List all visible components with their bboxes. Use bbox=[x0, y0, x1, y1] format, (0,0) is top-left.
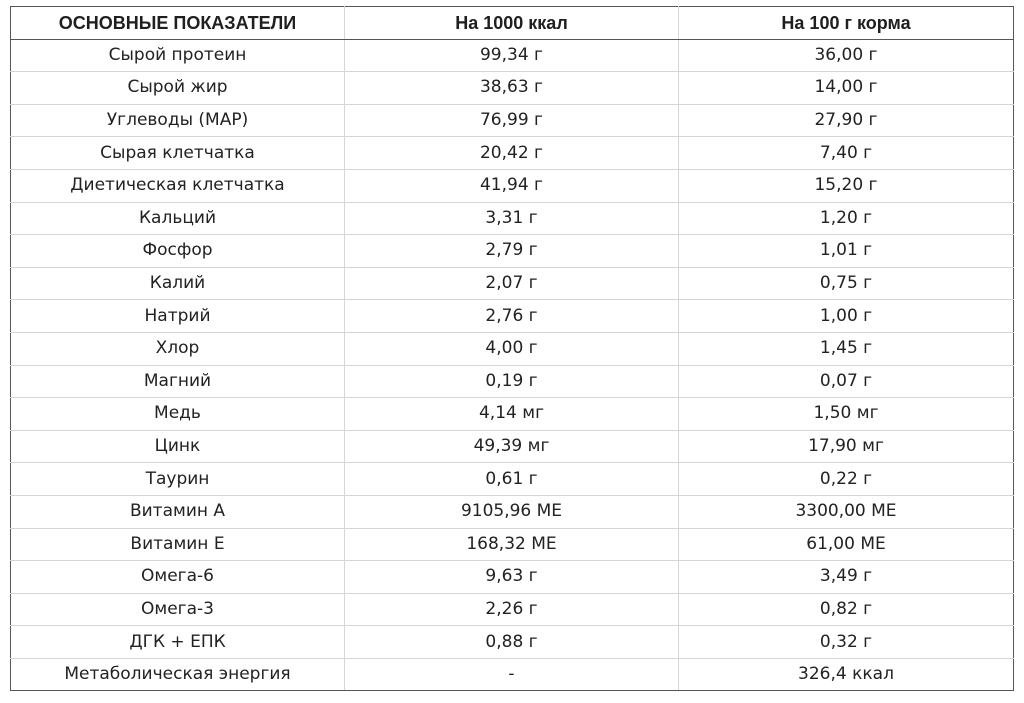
per-100-g-cell: 0,22 г bbox=[679, 463, 1014, 496]
indicator-name-cell: Витамин А bbox=[11, 495, 345, 528]
indicator-name-cell: Таурин bbox=[11, 463, 345, 496]
per-1000-kcal-cell: 38,63 г bbox=[345, 72, 679, 105]
indicator-name-cell: Метаболическая энергия bbox=[11, 658, 345, 691]
indicator-name-cell: Омега-6 bbox=[11, 561, 345, 594]
table-row bbox=[11, 202, 1014, 235]
per-100-g-cell: 1,45 г bbox=[679, 332, 1014, 365]
per-1000-kcal-cell: 0,19 г bbox=[345, 365, 679, 398]
indicator-name-cell: Сырой жир bbox=[11, 72, 345, 105]
indicator-name-cell: Натрий bbox=[11, 300, 345, 333]
per-100-g-cell: 0,07 г bbox=[679, 365, 1014, 398]
per-100-g-cell: 1,50 мг bbox=[679, 398, 1014, 431]
table-row bbox=[11, 658, 1014, 691]
per-1000-kcal-cell: 9105,96 МЕ bbox=[345, 495, 679, 528]
table-row bbox=[11, 300, 1014, 333]
per-100-g-cell: 15,20 г bbox=[679, 169, 1014, 202]
table-row bbox=[11, 332, 1014, 365]
indicator-name-cell: Сырой протеин bbox=[11, 39, 345, 72]
indicator-name-cell: ДГК + ЕПК bbox=[11, 626, 345, 659]
per-1000-kcal-cell: 76,99 г bbox=[345, 104, 679, 137]
table-body bbox=[11, 39, 1014, 691]
per-100-g-cell: 17,90 мг bbox=[679, 430, 1014, 463]
per-100-g-cell: 7,40 г bbox=[679, 137, 1014, 170]
per-100-g-cell: 1,20 г bbox=[679, 202, 1014, 235]
table-row bbox=[11, 365, 1014, 398]
table-row bbox=[11, 267, 1014, 300]
table-row bbox=[11, 495, 1014, 528]
per-1000-kcal-cell: 41,94 г bbox=[345, 169, 679, 202]
indicator-name-cell: Цинк bbox=[11, 430, 345, 463]
indicator-name-cell: Витамин Е bbox=[11, 528, 345, 561]
table-row bbox=[11, 593, 1014, 626]
column-header-per-1000-kcal: На 1000 ккал bbox=[345, 7, 679, 40]
per-1000-kcal-cell: 2,76 г bbox=[345, 300, 679, 333]
table-row bbox=[11, 398, 1014, 431]
per-1000-kcal-cell: 20,42 г bbox=[345, 137, 679, 170]
table-row bbox=[11, 137, 1014, 170]
table-row bbox=[11, 430, 1014, 463]
per-1000-kcal-cell: 2,07 г bbox=[345, 267, 679, 300]
indicator-name-cell: Диетическая клетчатка bbox=[11, 169, 345, 202]
per-1000-kcal-cell: 0,61 г bbox=[345, 463, 679, 496]
per-1000-kcal-cell: 2,26 г bbox=[345, 593, 679, 626]
per-100-g-cell: 27,90 г bbox=[679, 104, 1014, 137]
nutrition-table bbox=[10, 6, 1014, 691]
per-1000-kcal-cell: 0,88 г bbox=[345, 626, 679, 659]
per-100-g-cell: 0,75 г bbox=[679, 267, 1014, 300]
per-100-g-cell: 61,00 МЕ bbox=[679, 528, 1014, 561]
per-100-g-cell: 36,00 г bbox=[679, 39, 1014, 72]
per-1000-kcal-cell: - bbox=[345, 658, 679, 691]
per-1000-kcal-cell: 3,31 г bbox=[345, 202, 679, 235]
indicator-name-cell: Углеводы (МАР) bbox=[11, 104, 345, 137]
indicator-name-cell: Медь bbox=[11, 398, 345, 431]
per-1000-kcal-cell: 4,14 мг bbox=[345, 398, 679, 431]
per-100-g-cell: 0,82 г bbox=[679, 593, 1014, 626]
column-header-indicators: ОСНОВНЫЕ ПОКАЗАТЕЛИ bbox=[11, 7, 345, 40]
per-100-g-cell: 1,00 г bbox=[679, 300, 1014, 333]
per-100-g-cell: 3300,00 МЕ bbox=[679, 495, 1014, 528]
per-100-g-cell: 14,00 г bbox=[679, 72, 1014, 105]
indicator-name-cell: Хлор bbox=[11, 332, 345, 365]
table-row bbox=[11, 561, 1014, 594]
table-row bbox=[11, 235, 1014, 268]
table-row bbox=[11, 528, 1014, 561]
per-1000-kcal-cell: 168,32 МЕ bbox=[345, 528, 679, 561]
per-1000-kcal-cell: 99,34 г bbox=[345, 39, 679, 72]
indicator-name-cell: Сырая клетчатка bbox=[11, 137, 345, 170]
table-row bbox=[11, 463, 1014, 496]
per-1000-kcal-cell: 2,79 г bbox=[345, 235, 679, 268]
indicator-name-cell: Фосфор bbox=[11, 235, 345, 268]
indicator-name-cell: Кальций bbox=[11, 202, 345, 235]
table-row bbox=[11, 72, 1014, 105]
indicator-name-cell: Магний bbox=[11, 365, 345, 398]
per-1000-kcal-cell: 4,00 г bbox=[345, 332, 679, 365]
per-100-g-cell: 1,01 г bbox=[679, 235, 1014, 268]
per-1000-kcal-cell: 49,39 мг bbox=[345, 430, 679, 463]
per-100-g-cell: 0,32 г bbox=[679, 626, 1014, 659]
table-row bbox=[11, 626, 1014, 659]
per-100-g-cell: 3,49 г bbox=[679, 561, 1014, 594]
table-row bbox=[11, 169, 1014, 202]
table-row bbox=[11, 39, 1014, 72]
per-1000-kcal-cell: 9,63 г bbox=[345, 561, 679, 594]
per-100-g-cell: 326,4 ккал bbox=[679, 658, 1014, 691]
indicator-name-cell: Калий bbox=[11, 267, 345, 300]
column-header-per-100-g: На 100 г корма bbox=[679, 7, 1014, 40]
indicator-name-cell: Омега-3 bbox=[11, 593, 345, 626]
table-row bbox=[11, 104, 1014, 137]
table-header-row bbox=[11, 7, 1014, 40]
